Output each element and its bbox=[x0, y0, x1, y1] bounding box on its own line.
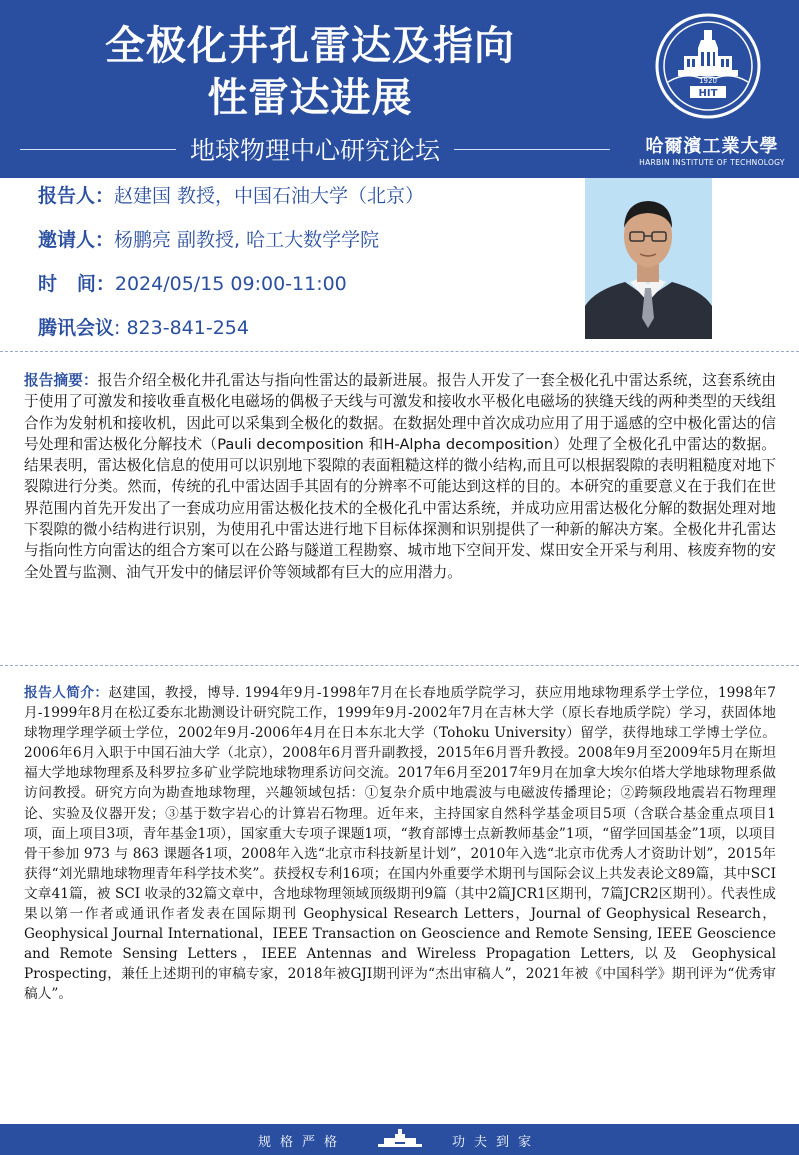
meeting-label: 腾讯会议 bbox=[38, 317, 115, 339]
inviter-row bbox=[38, 226, 558, 270]
inviter-label: 邀请人： bbox=[38, 229, 115, 251]
talk-info bbox=[38, 180, 558, 358]
speaker-portrait-icon bbox=[585, 178, 712, 339]
forum-subtitle: 地球物理中心研究论坛 bbox=[190, 136, 441, 165]
speaker-value: 赵建国 教授，中国石油大学（北京） bbox=[114, 185, 425, 207]
hit-emblem-icon bbox=[654, 12, 762, 120]
footer-motto-left: 规格严格 bbox=[258, 1135, 347, 1150]
abstract-text: 报告介绍全极化井孔雷达与指向性雷达的最新进展。报告人开发了一套全极化孔中雷达系统，这套系统由于使用了可激发和接收垂直极化电磁场的偶极子天线与可激发和接收水平极化电磁场的狭缝天线的两种类型的天线组合作为发射机和接收机，因此可以采集到全极化的数据。在数据处理中首次成功应用了用于遥感的空中极化雷达的信号处理和雷达极化分解技术（Pauli decomposition 和H-Alpha decomposition）处理了全极化孔中雷达的数据。结果表明，雷达极化信息的使用可以识别地下裂隙的表面粗糙这样的微小结构,而且可以根据裂隙的表明粗糙度对地下裂隙进行分类。然而，传统的孔中雷达固手其固有的分辨率不可能达到这样的目的。本研究的重要意义在于我们在世界范围内首先开发出了一套成功应用雷达极化技术的全极化孔中雷达系统，并成功应用雷达极化分解的数据处理对地下裂隙的微小结构进行识别，为使用孔中雷达进行地下目标体探测和识别提供了一种新的解决方案。全极化井孔雷达与指向性方向雷达的组合方案可以在公路与隧道工程勘察、城市地下空间开发、煤田安全开采与利用、核废弃物的安全处置与监测、油气开发中的储层评价等领域都有巨大的应用潜力。 bbox=[24, 372, 776, 581]
section-divider-1 bbox=[0, 351, 799, 352]
footer-bar bbox=[0, 1124, 799, 1155]
meeting-value: : 823-841-254 bbox=[114, 317, 249, 339]
subtitle-bar bbox=[20, 132, 610, 166]
time-value: 2024/05/15 09:00-11:00 bbox=[114, 273, 347, 295]
logo-text: HIT bbox=[698, 88, 718, 99]
time-label: 时 间： bbox=[38, 273, 115, 295]
speaker-label: 报告人： bbox=[38, 185, 115, 207]
title-line-2: 性雷达进展 bbox=[207, 75, 413, 121]
university-name-en: HARBIN INSTITUTE OF TECHNOLOGY bbox=[639, 158, 785, 167]
logo-year: 1920 bbox=[699, 77, 717, 85]
header-banner bbox=[0, 0, 799, 178]
section-divider-2 bbox=[0, 665, 799, 666]
inviter-value: 杨鹏亮 副教授, 哈工大数学学院 bbox=[114, 229, 380, 251]
footer-motto-right: 功夫到家 bbox=[452, 1135, 541, 1150]
abstract-label: 报告摘要： bbox=[24, 372, 98, 389]
main-building-icon bbox=[376, 1128, 424, 1150]
subtitle-left-rule bbox=[20, 149, 176, 150]
abstract-section bbox=[24, 370, 776, 583]
title-line-1: 全极化井孔雷达及指向 bbox=[105, 23, 515, 69]
speaker-photo bbox=[585, 178, 712, 339]
bio-section bbox=[24, 683, 776, 1005]
time-row bbox=[38, 270, 558, 314]
bio-label: 报告人简介： bbox=[24, 685, 109, 701]
university-logo bbox=[632, 12, 792, 172]
page-title bbox=[0, 20, 620, 124]
speaker-row bbox=[38, 182, 558, 226]
bio-text: 赵建国，教授，博导. 1994年9月-1998年7月在长春地质学院学习，获应用地球物理系学士学位，1998年7月-1999年8月在松辽委东北勘测设计研究院工作，1999年9月-2002年7月在吉林大学（原长春地质学院）学习，获固体地球物理学理学硕士学位，2002年9月-2006年4月在日本东北大学（Tohoku University）留学，获得地球工学博士学位。2006年6月入职于中国石油大学（北京），2008年6月晋升副教授，2015年6月晋升教授。2008年9月至2009年5月在斯坦福大学地球物理系及科罗拉多矿业学院地球物理系访问交流。2017年6月至2017年9月在加拿大埃尔伯塔大学地球物理系做访问教授。研究方向为勘查地球物理，兴趣领域包括：①复杂介质中地震波与电磁波传播理论；②跨频段地震岩石物理理论、实验及仪器开发；③基于数字岩心的计算岩石物理。近年来，主持国家自然科学基金项目5项（含联合基金重点项目1项，面上项目3项，青年基金1项），国家重大专项子课题1项，“教育部博士点新教师基金”1项，“留学回国基金”1项，以项目骨干参加 973 与 863 课题各1项，2008年入选“北京市科技新星计划”，2010年入选“北京市优秀人才资助计划”，2015年获得“刘光鼎地球物理青年科学技术奖”。获授权专利16项；在国内外重要学术期刊与国际会议上共发表论文89篇，其中SCI文章41篇，被 SCI 收录的32篇文章中，含地球物理领域顶级期刊9篇（其中2篇JCR1区期刊，7篇JCR2区期刊）。代表性成果以第一作者或通讯作者发表在国际期刊 Geophysical Research Letters，Journal of Geophysical Research，Geophysical Journal International，IEEE Transaction on Geoscience and Remote Sensing, IEEE Geoscience and Remote Sensing Letters，IEEE Antennas and Wireless Propagation Letters, 以及 Geophysical Prospecting，兼任上述期刊的审稿专家，2018年被GJI期刊评为“杰出审稿人”，2021年被《中国科学》期刊评为“优秀审稿人”。 bbox=[24, 685, 776, 1003]
subtitle-right-rule bbox=[454, 149, 610, 150]
university-name-cn: 哈爾濱工業大學 bbox=[645, 136, 779, 157]
